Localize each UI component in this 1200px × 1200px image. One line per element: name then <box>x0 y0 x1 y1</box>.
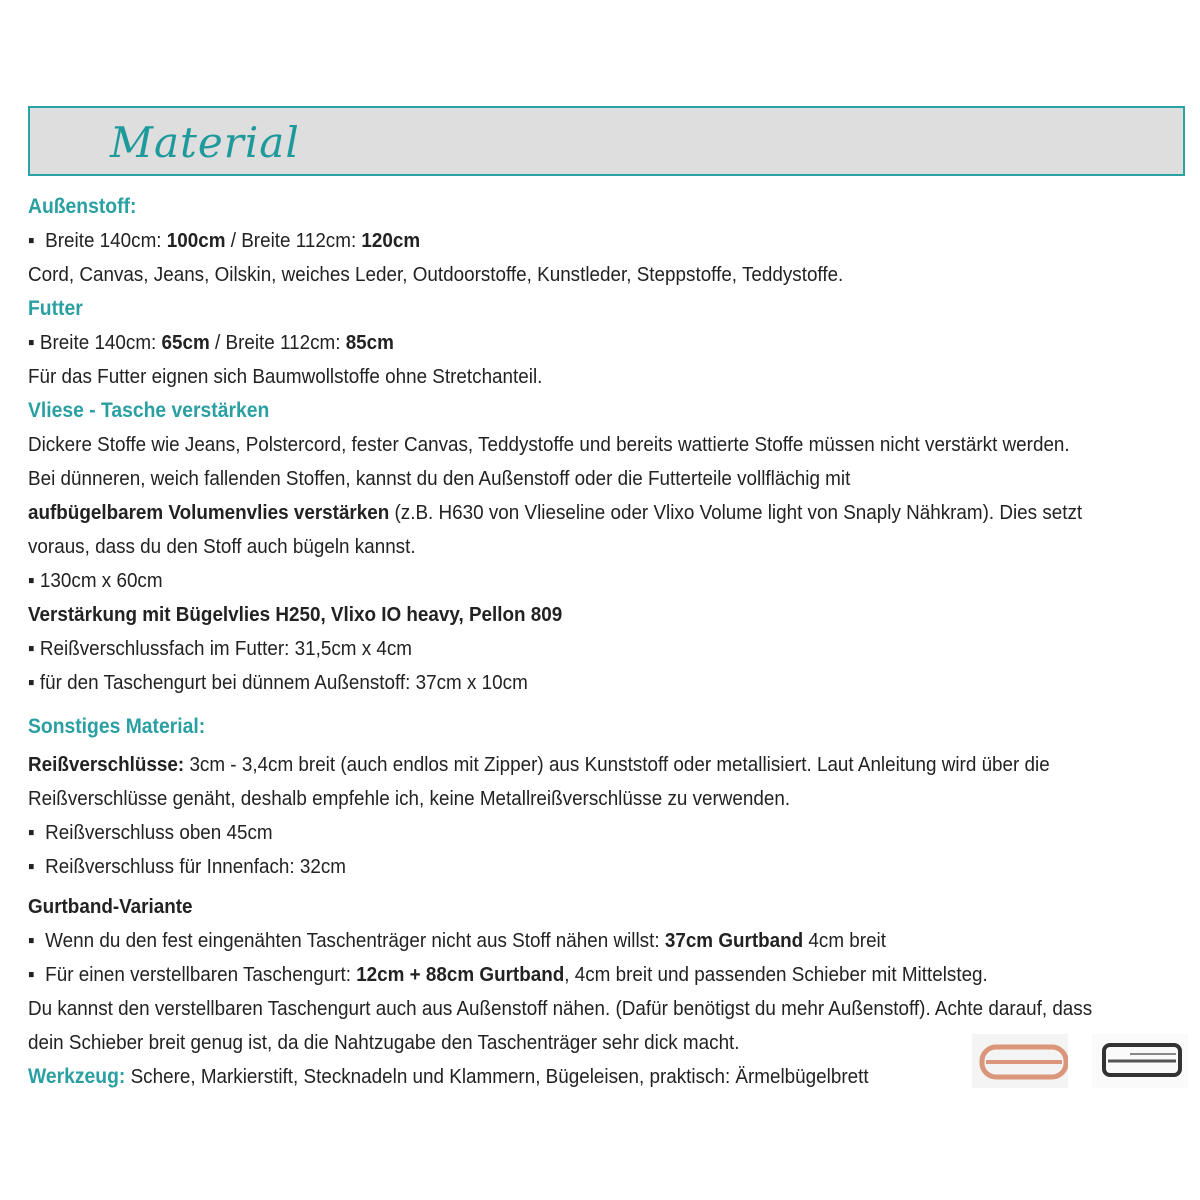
gurtband-item-2: ▪ Für einen verstellbaren Taschengurt: 12cm + 88cm Gurtband, 4cm breit und passenden Schieber mit Mittelsteg. <box>28 963 988 986</box>
gurtband-paragraph-2: dein Schieber breit genug ist, da die Nahtzugabe den Taschenträger sehr dick macht. <box>28 1031 740 1054</box>
reissverschluss-item-1-text: Reißverschluss oben 45cm <box>45 821 273 844</box>
futter-heading: Futter <box>28 297 83 320</box>
reissverschluss-item-1: ▪ Reißverschluss oben 45cm <box>28 821 273 844</box>
rose-gold-slider-icon <box>972 1034 1068 1088</box>
werkzeug-text: Schere, Markierstift, Stecknadeln und Klammern, Bügeleisen, praktisch: Ärmelbügelbrett <box>125 1065 869 1088</box>
gurtband-length-1: 37cm Gurtband <box>664 929 804 952</box>
futter-description: Für das Futter eignen sich Baumwollstoffe ohne Stretchanteil. <box>28 365 543 388</box>
aussenstoff-description: Cord, Canvas, Jeans, Oilskin, weiches Leder, Outdoorstoffe, Kunstleder, Steppstoffe, Teddystoffe. <box>28 263 844 286</box>
gurtband-item-1-post: 4cm breit <box>803 929 886 952</box>
vliese-paragraph-2: Bei dünneren, weich fallenden Stoffen, kannst du den Außenstoff oder die Futterteile vollflächig mit <box>28 467 851 490</box>
vliese-size-text: 130cm x 60cm <box>39 569 163 592</box>
vliese-paragraph-3 <box>28 496 1095 530</box>
verstaerkung-item-1: ▪ Reißverschlussfach im Futter: 31,5cm x 4cm <box>28 637 412 660</box>
section-header <box>28 106 1185 176</box>
reissverschluss-text: 3cm - 3,4cm breit (auch endlos mit Zipper) aus Kunststoff oder metallisiert. Laut Anleitung wird über die <box>184 753 1050 776</box>
sonstiges-heading: Sonstiges Material: <box>28 715 206 738</box>
width-140-value: 100cm <box>166 229 226 252</box>
slider-images <box>972 1034 1188 1088</box>
width-112-value: 85cm <box>345 331 394 354</box>
verstaerkung-item-2: ▪ für den Taschengurt bei dünnem Außenstoff: 37cm x 10cm <box>28 671 528 694</box>
verstaerkung-subheading: Verstärkung mit Bügelvlies H250, Vlixo IO heavy, Pellon 809 <box>28 603 563 626</box>
width-label: Breite 140cm: <box>45 229 167 252</box>
width-140-value: 65cm <box>161 331 210 354</box>
vliese-size-item: ▪ 130cm x 60cm <box>28 569 163 592</box>
verstaerkung-item-2-text: für den Taschengurt bei dünnem Außenstoff: 37cm x 10cm <box>39 671 528 694</box>
gurtband-length-2: 12cm + 88cm Gurtband <box>356 963 565 986</box>
gurtband-item-1: ▪ Wenn du den fest eingenähten Taschenträger nicht aus Stoff nähen willst: 37cm Gurtband 4cm breit <box>28 929 886 952</box>
gurtband-item-2-text: Für einen verstellbaren Taschengurt: <box>45 963 357 986</box>
vliese-paragraph-1: Dickere Stoffe wie Jeans, Polstercord, fester Canvas, Teddystoffe und bereits wattierte Stoffe müssen nicht verstärkt werden. <box>28 433 1070 456</box>
reissverschluss-paragraph <box>28 748 1095 782</box>
width-label: / Breite 112cm: <box>225 229 362 252</box>
vliese-paragraph-4: voraus, dass du den Stoff auch bügeln kannst. <box>28 535 416 558</box>
werkzeug-line <box>28 1060 1095 1094</box>
reissverschluss-item-2: ▪ Reißverschluss für Innenfach: 32cm <box>28 855 347 878</box>
gurtband-heading: Gurtband-Variante <box>28 895 193 918</box>
aussenstoff-width-item: ▪ Breite 140cm: 100cm / Breite 112cm: 120cm <box>28 229 421 252</box>
reissverschluss-paragraph-2: Reißverschlüsse genäht, deshalb empfehle ich, keine Metallreißverschlüsse zu verwenden. <box>28 787 791 810</box>
reissverschluss-item-2-text: Reißverschluss für Innenfach: 32cm <box>45 855 347 878</box>
werkzeug-label: Werkzeug: <box>28 1065 126 1088</box>
gurtband-paragraph-1: Du kannst den verstellbaren Taschengurt auch aus Außenstoff nähen. (Dafür benötigst du mehr Außenstoff). Achte darauf, dass <box>28 997 1093 1020</box>
section-title: Material <box>110 118 300 167</box>
vliese-heading: Vliese - Tasche verstärken <box>28 399 270 422</box>
verstaerkung-item-1-text: Reißverschlussfach im Futter: 31,5cm x 4cm <box>39 637 412 660</box>
reissverschluss-label: Reißverschlüsse: <box>28 753 185 776</box>
vliese-paragraph-3-rest: (z.B. H630 von Vlieseline oder Vlixo Volume light von Snaply Nähkram). Dies setzt <box>389 501 1083 524</box>
width-label: Breite 140cm: <box>39 331 162 354</box>
gurtband-item-2-post: , 4cm breit und passenden Schieber mit Mittelsteg. <box>564 963 988 986</box>
silver-slider-icon <box>1092 1034 1188 1088</box>
material-content <box>28 190 1095 1094</box>
volumenvlies-highlight: aufbügelbarem Volumenvlies verstärken <box>28 501 390 524</box>
width-112-value: 120cm <box>361 229 421 252</box>
aussenstoff-heading: Außenstoff: <box>28 195 137 218</box>
gurtband-item-1-text: Wenn du den fest eingenähten Taschenträger nicht aus Stoff nähen willst: <box>45 929 665 952</box>
futter-width-item: ▪ Breite 140cm: 65cm / Breite 112cm: 85cm <box>28 331 394 354</box>
width-label: / Breite 112cm: <box>209 331 346 354</box>
